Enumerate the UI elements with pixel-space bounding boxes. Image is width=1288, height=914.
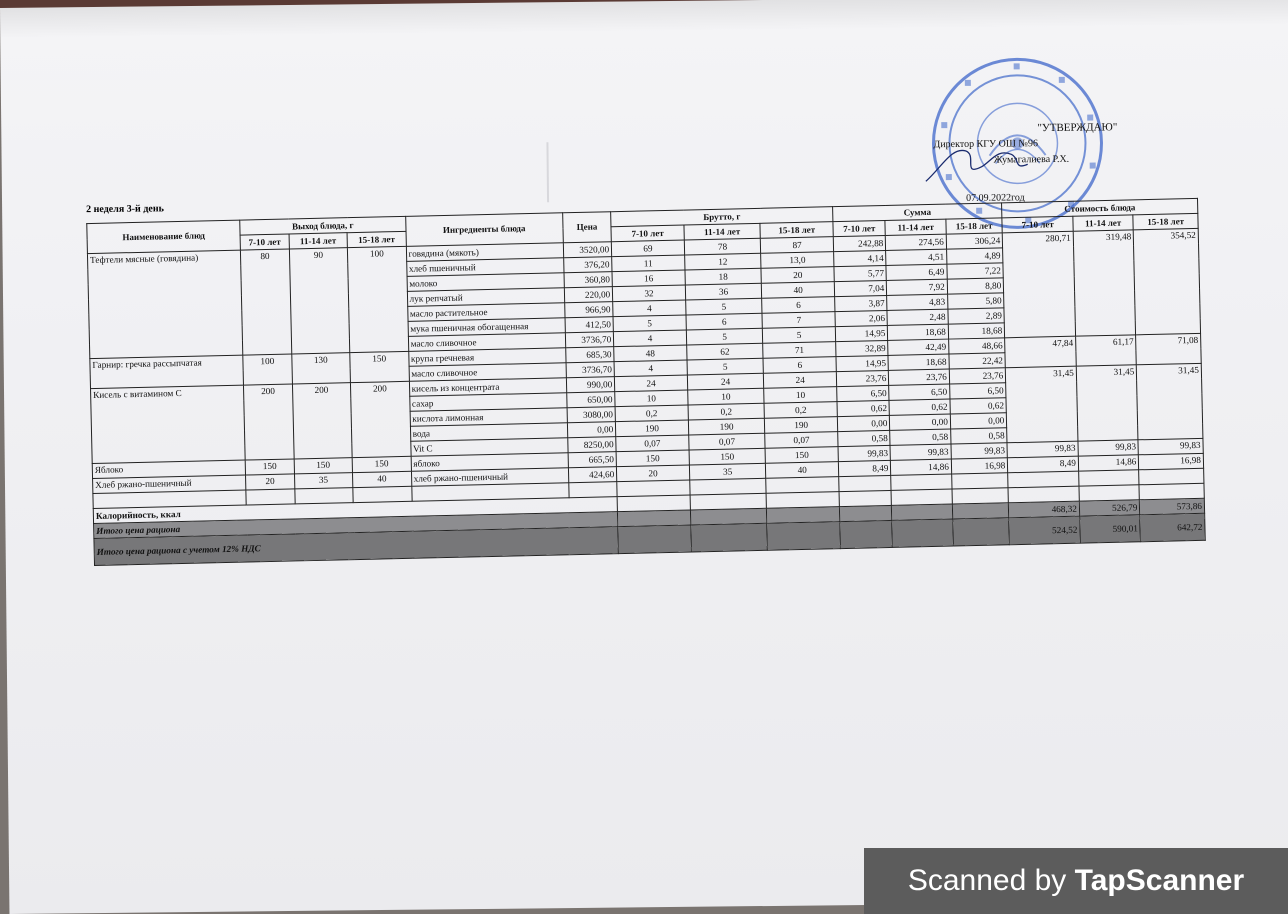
ingredient-name: масло сливочное bbox=[408, 333, 566, 352]
brutto-value: 150 bbox=[616, 450, 689, 467]
sum-value: 8,49 bbox=[838, 460, 891, 476]
brutto-value: 5 bbox=[613, 315, 686, 332]
empty-cell bbox=[891, 474, 952, 490]
dish-name: Яблоко bbox=[92, 460, 246, 478]
ingredient-name: молоко bbox=[407, 273, 565, 292]
brutto-value: 7 bbox=[762, 312, 835, 329]
dish-cost: 8,49 bbox=[1008, 456, 1079, 473]
total-vat-value: 590,01 bbox=[1080, 515, 1141, 543]
sum-value: 4,83 bbox=[887, 294, 948, 310]
total-vat-label: Итого цена рациона с учетом 12% НДС bbox=[94, 527, 619, 566]
brutto-value: 13,0 bbox=[761, 252, 834, 269]
sum-value: 2,48 bbox=[887, 309, 948, 325]
empty-cell bbox=[294, 488, 353, 504]
sum-value: 99,83 bbox=[951, 443, 1008, 459]
ingredient-name: яблоко bbox=[411, 453, 569, 472]
dish-output: 100 bbox=[347, 246, 408, 352]
brutto-value: 0,2 bbox=[615, 405, 688, 422]
empty-cell bbox=[1008, 471, 1079, 488]
total-vat-value: 642,72 bbox=[1140, 513, 1205, 541]
dish-output: 150 bbox=[352, 456, 411, 472]
dish-output: 200 bbox=[351, 381, 411, 457]
sum-value: 14,95 bbox=[836, 355, 889, 371]
age-header: 15-18 лет bbox=[946, 218, 1003, 234]
brutto-value: 190 bbox=[688, 418, 765, 435]
dish-cost: 31,45 bbox=[1006, 366, 1078, 443]
brutto-value: 4 bbox=[614, 330, 687, 347]
ingredient-name: хлеб пшеничный bbox=[406, 258, 564, 277]
approval-director: Директор КГУ ОШ №96 bbox=[933, 138, 1039, 151]
ingredient-name: лук репчатый bbox=[407, 288, 565, 307]
brutto-value: 6 bbox=[686, 313, 763, 330]
sum-value: 2,89 bbox=[948, 308, 1005, 324]
brutto-value: 16 bbox=[612, 270, 685, 287]
sum-value: 0,58 bbox=[951, 428, 1008, 444]
brutto-value: 24 bbox=[764, 372, 837, 389]
brutto-value: 36 bbox=[685, 283, 762, 300]
sum-value: 6,50 bbox=[950, 383, 1007, 399]
sum-value: 0,00 bbox=[950, 413, 1007, 429]
paper-fold bbox=[546, 142, 549, 202]
empty-cell bbox=[246, 489, 295, 505]
sum-value: 14,86 bbox=[891, 459, 952, 475]
dish-cost: 31,45 bbox=[1076, 365, 1138, 441]
ingredient-price: 8250,00 bbox=[568, 437, 617, 453]
empty-cell bbox=[569, 482, 618, 498]
age-header: 11-14 лет bbox=[1073, 215, 1134, 231]
brutto-value: 10 bbox=[687, 388, 764, 405]
ingredient-price: 424,60 bbox=[568, 467, 617, 483]
sum-value: 23,76 bbox=[889, 369, 950, 385]
col-price: Цена bbox=[562, 212, 611, 243]
sum-value: 22,42 bbox=[949, 353, 1006, 369]
dish-cost: 16,98 bbox=[1139, 453, 1204, 469]
ingredient-name: говядина (мякоть) bbox=[406, 243, 564, 262]
age-header: 11-14 лет bbox=[885, 219, 946, 235]
ingredient-price: 412,50 bbox=[565, 317, 614, 333]
brutto-value: 0,07 bbox=[688, 433, 765, 450]
age-header: 7-10 лет bbox=[611, 225, 684, 242]
brutto-value: 6 bbox=[763, 357, 836, 374]
ingredient-name: мука пшеничная обогащенная bbox=[408, 318, 566, 337]
total-value: 468,32 bbox=[1009, 501, 1080, 518]
sum-value: 18,68 bbox=[948, 323, 1005, 339]
dish-output: 20 bbox=[246, 474, 295, 490]
brutto-value: 78 bbox=[684, 238, 761, 255]
menu-cost-table bbox=[86, 198, 1205, 566]
sum-value: 4,14 bbox=[834, 250, 887, 266]
sum-value: 32,89 bbox=[836, 340, 889, 356]
brutto-value: 4 bbox=[614, 360, 687, 377]
dish-cost: 319,48 bbox=[1073, 230, 1136, 336]
ingredient-price: 3080,00 bbox=[567, 407, 616, 423]
brutto-value: 190 bbox=[765, 417, 838, 434]
empty-cell bbox=[1079, 470, 1140, 486]
dish-name: Кисель с витамином С bbox=[91, 385, 246, 463]
brutto-value: 10 bbox=[615, 390, 688, 407]
menu-table-wrapper bbox=[86, 198, 1205, 566]
approval-title: "УТВЕРЖДАЮ" bbox=[1037, 121, 1118, 135]
brutto-value: 10 bbox=[764, 387, 837, 404]
brutto-value: 87 bbox=[761, 237, 834, 254]
brutto-value: 12 bbox=[684, 253, 761, 270]
sum-value: 99,83 bbox=[890, 444, 951, 460]
dish-cost: 280,71 bbox=[1003, 231, 1076, 338]
ingredient-name: вода bbox=[410, 423, 568, 442]
sum-value: 7,92 bbox=[887, 279, 948, 295]
brutto-value: 150 bbox=[689, 448, 766, 465]
brutto-value: 18 bbox=[685, 268, 762, 285]
total-value: 573,86 bbox=[1140, 498, 1205, 514]
dish-cost: 61,17 bbox=[1075, 335, 1136, 366]
dish-cost: 99,83 bbox=[1138, 438, 1203, 454]
sheet-shadow bbox=[0, 0, 1288, 38]
ingredient-name: сахар bbox=[409, 393, 567, 412]
sum-value: 0,62 bbox=[837, 400, 890, 416]
sum-value: 23,76 bbox=[949, 368, 1006, 384]
ingredient-price: 3736,70 bbox=[566, 362, 615, 378]
ingredient-name: кислота лимонная bbox=[410, 408, 568, 427]
sum-value: 6,49 bbox=[886, 264, 947, 280]
sum-value: 4,51 bbox=[886, 249, 947, 265]
ingredient-name: крупа гречневая bbox=[408, 348, 566, 367]
ingredient-price: 685,30 bbox=[566, 347, 615, 363]
dish-output: 100 bbox=[243, 354, 292, 385]
sum-value: 6,50 bbox=[889, 384, 950, 400]
brutto-value: 5 bbox=[686, 328, 763, 345]
dish-cost: 71,08 bbox=[1136, 333, 1201, 364]
dish-output: 150 bbox=[350, 351, 409, 382]
brutto-value: 150 bbox=[765, 447, 838, 464]
empty-cell bbox=[766, 477, 839, 494]
brutto-value: 0,2 bbox=[688, 403, 765, 420]
brutto-value: 0,2 bbox=[764, 402, 837, 419]
brutto-value: 24 bbox=[687, 373, 764, 390]
dish-name: Тефтели мясные (говядина) bbox=[87, 250, 243, 358]
sum-value: 6,50 bbox=[837, 385, 890, 401]
age-header: 7-10 лет bbox=[1002, 216, 1073, 233]
dish-output: 200 bbox=[292, 383, 352, 459]
ingredient-price: 990,00 bbox=[566, 377, 615, 393]
col-cost: Стоимость блюда bbox=[1002, 198, 1198, 217]
scanner-watermark bbox=[864, 848, 1288, 914]
sum-value: 306,24 bbox=[946, 233, 1003, 249]
brutto-value: 0,07 bbox=[616, 435, 689, 452]
brutto-value: 20 bbox=[617, 465, 690, 482]
empty-cell bbox=[617, 480, 690, 497]
sum-value: 48,66 bbox=[948, 338, 1005, 354]
sum-value: 242,88 bbox=[833, 235, 886, 251]
brutto-value: 32 bbox=[613, 285, 686, 302]
dish-output: 35 bbox=[294, 473, 353, 489]
sum-value: 42,49 bbox=[888, 339, 949, 355]
col-ingredients: Ингредиенты блюда bbox=[405, 213, 563, 247]
dish-output: 150 bbox=[245, 459, 294, 475]
sum-value: 8,80 bbox=[947, 278, 1004, 294]
empty-cell bbox=[690, 478, 767, 495]
ingredient-price: 665,50 bbox=[568, 452, 617, 468]
ingredient-name: хлеб ржано-пшеничный bbox=[411, 468, 569, 487]
sum-value: 18,68 bbox=[888, 354, 949, 370]
brutto-value: 5 bbox=[763, 327, 836, 344]
menu-day-heading: 2 неделя 3-й день bbox=[86, 203, 164, 216]
dish-output: 80 bbox=[241, 249, 292, 355]
brutto-value: 69 bbox=[612, 240, 685, 257]
sum-value: 4,89 bbox=[946, 248, 1003, 264]
brutto-value: 5 bbox=[687, 358, 764, 375]
dish-cost: 99,83 bbox=[1007, 441, 1078, 458]
sum-value: 0,62 bbox=[950, 398, 1007, 414]
dish-name: Хлеб ржано-пшеничный bbox=[93, 475, 247, 493]
watermark-prefix: Scanned by bbox=[907, 864, 1075, 897]
empty-cell bbox=[839, 475, 892, 491]
sum-value: 99,83 bbox=[838, 445, 891, 461]
signature bbox=[921, 136, 1032, 187]
ingredient-price: 376,20 bbox=[563, 257, 612, 273]
age-header: 15-18 лет bbox=[1133, 213, 1198, 229]
dish-output: 150 bbox=[294, 458, 353, 474]
ingredient-price: 966,90 bbox=[565, 302, 614, 318]
dish-cost: 354,52 bbox=[1134, 228, 1201, 334]
empty-cell bbox=[1139, 468, 1204, 484]
brutto-value: 20 bbox=[761, 267, 834, 284]
ingredient-name: Vit C bbox=[410, 438, 568, 457]
dish-output: 200 bbox=[244, 384, 294, 460]
brutto-value: 40 bbox=[766, 462, 839, 479]
total-label: Итого цена рациона bbox=[94, 512, 618, 539]
sum-value: 16,98 bbox=[951, 458, 1008, 474]
brutto-value: 35 bbox=[689, 463, 766, 480]
calories-label: Калорийность, ккал bbox=[93, 497, 617, 524]
brutto-value: 5 bbox=[685, 298, 762, 315]
age-header: 15-18 лет bbox=[760, 222, 833, 239]
ingredient-name: кисель из концентрата bbox=[409, 378, 567, 397]
approval-date: 07.09.2022год bbox=[965, 192, 1025, 204]
ingredient-price: 360,80 bbox=[564, 272, 613, 288]
dish-cost: 31,45 bbox=[1137, 363, 1203, 439]
sum-value: 3,87 bbox=[835, 295, 888, 311]
age-header: 7-10 лет bbox=[833, 220, 886, 236]
ingredient-price: 0,00 bbox=[567, 422, 616, 438]
dish-cost: 99,83 bbox=[1078, 440, 1139, 456]
sum-value: 7,04 bbox=[834, 280, 887, 296]
sum-value: 23,76 bbox=[836, 370, 889, 386]
col-sum: Сумма bbox=[833, 203, 1003, 222]
sum-value: 0,58 bbox=[890, 429, 951, 445]
age-header: 11-14 лет bbox=[289, 233, 348, 249]
brutto-value: 24 bbox=[615, 375, 688, 392]
brutto-value: 11 bbox=[612, 255, 685, 272]
brutto-value: 48 bbox=[614, 345, 687, 362]
dish-name: Гарнир: гречка рассыпчатая bbox=[90, 355, 244, 388]
total-vat-value: 524,52 bbox=[1009, 516, 1080, 545]
ingredient-name: масло растительное bbox=[407, 303, 565, 322]
ingredient-price: 3520,00 bbox=[563, 242, 612, 258]
dish-cost: 47,84 bbox=[1005, 336, 1076, 368]
brutto-value: 71 bbox=[763, 342, 836, 359]
dish-output: 90 bbox=[289, 248, 350, 354]
brutto-value: 0,07 bbox=[765, 432, 838, 449]
dish-output: 130 bbox=[291, 353, 350, 384]
sum-value: 18,68 bbox=[888, 324, 949, 340]
sum-value: 5,77 bbox=[834, 265, 887, 281]
sum-value: 0,58 bbox=[838, 430, 891, 446]
approval-name: Жумагалиева Р.Х. bbox=[993, 153, 1070, 166]
ingredient-price: 3736,70 bbox=[565, 332, 614, 348]
col-brutto: Брутто, г bbox=[611, 207, 833, 227]
sum-value: 7,22 bbox=[947, 263, 1004, 279]
dish-cost: 14,86 bbox=[1078, 455, 1139, 471]
col-dish: Наименование блюд bbox=[87, 220, 241, 253]
empty-cell bbox=[353, 486, 412, 502]
brutto-value: 4 bbox=[613, 300, 686, 317]
age-header: 11-14 лет bbox=[684, 223, 761, 240]
ingredient-price: 650,00 bbox=[567, 392, 616, 408]
total-value: 526,79 bbox=[1079, 500, 1140, 516]
watermark-brand: TapScanner bbox=[1074, 864, 1245, 897]
col-output: Выход блюда, г bbox=[240, 216, 406, 235]
sum-value: 2,06 bbox=[835, 310, 888, 326]
sum-value: 0,62 bbox=[889, 399, 950, 415]
menu-table-body bbox=[87, 228, 1203, 508]
sum-value: 0,00 bbox=[890, 414, 951, 430]
brutto-value: 6 bbox=[762, 297, 835, 314]
sum-value: 14,95 bbox=[835, 325, 888, 341]
ingredient-name: масло сливочное bbox=[409, 363, 567, 382]
ingredient-price: 220,00 bbox=[564, 287, 613, 303]
brutto-value: 62 bbox=[686, 343, 763, 360]
sum-value: 0,00 bbox=[837, 415, 890, 431]
sum-value: 5,80 bbox=[947, 293, 1004, 309]
age-header: 15-18 лет bbox=[347, 231, 406, 247]
brutto-value: 40 bbox=[762, 282, 835, 299]
dish-output: 40 bbox=[353, 471, 412, 487]
brutto-value: 190 bbox=[616, 420, 689, 437]
sum-value: 274,56 bbox=[886, 234, 947, 250]
empty-cell bbox=[952, 473, 1009, 489]
age-header: 7-10 лет bbox=[240, 234, 289, 250]
